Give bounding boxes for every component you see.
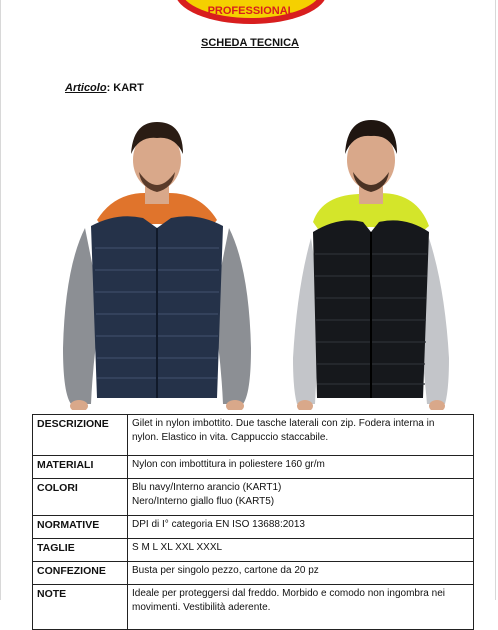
article-label: Articolo [65, 82, 107, 94]
article-value: KART [113, 82, 144, 94]
article-line [65, 82, 144, 94]
spec-key: DESCRIZIONE [33, 415, 128, 456]
spec-row-taglie [33, 539, 474, 562]
spec-key: TAGLIE [33, 539, 128, 562]
spec-value [128, 456, 474, 479]
spec-row-normative [33, 516, 474, 539]
spec-table [32, 414, 474, 630]
spec-row-descrizione [33, 415, 474, 456]
spec-value [128, 539, 474, 562]
spec-value-line: Busta per singolo pezzo, cartone da 20 pz [132, 565, 319, 576]
spec-key: CONFEZIONE [33, 562, 128, 585]
spec-value-line: S M L XL XXL XXXL [132, 542, 223, 553]
spec-value [128, 562, 474, 585]
product-photo-black [283, 108, 455, 410]
spec-row-confezione [33, 562, 474, 585]
logo-text: PROFESSIONAL [207, 5, 295, 17]
product-photo-navy [57, 108, 257, 410]
spec-key: NORMATIVE [33, 516, 128, 539]
spec-value [128, 516, 474, 539]
spec-key: MATERIALI [33, 456, 128, 479]
spec-value [128, 585, 474, 630]
article-sep: : [106, 82, 111, 94]
spec-row-note [33, 585, 474, 630]
spec-value-line: DPI di I° categoria EN ISO 13688:2013 [132, 519, 305, 530]
spec-row-colori [33, 479, 474, 516]
spec-value-line: Ideale per proteggersi dal freddo. Morbido e comodo non ingombra nei [132, 588, 445, 599]
spec-value [128, 415, 474, 456]
spec-value-line: Nero/Interno giallo fluo (KART5) [132, 496, 275, 507]
brand-logo [173, 0, 329, 26]
spec-value-line: Gilet in nylon imbottito. Due tasche laterali con zip. Fodera interna in [132, 418, 435, 429]
spec-key: NOTE [33, 585, 128, 630]
spec-value-line: nylon. Elastico in vita. Cappuccio staccabile. [132, 432, 329, 443]
spec-value-line: Nylon con imbottitura in poliestere 160 gr/m [132, 459, 325, 470]
spec-value [128, 479, 474, 516]
spec-key: COLORI [33, 479, 128, 516]
page-title: SCHEDA TECNICA [201, 37, 299, 49]
spec-value-line: Blu navy/Interno arancio (KART1) [132, 482, 282, 493]
spec-value-line: movimenti. Vestibilità aderente. [132, 602, 271, 613]
spec-row-materiali [33, 456, 474, 479]
